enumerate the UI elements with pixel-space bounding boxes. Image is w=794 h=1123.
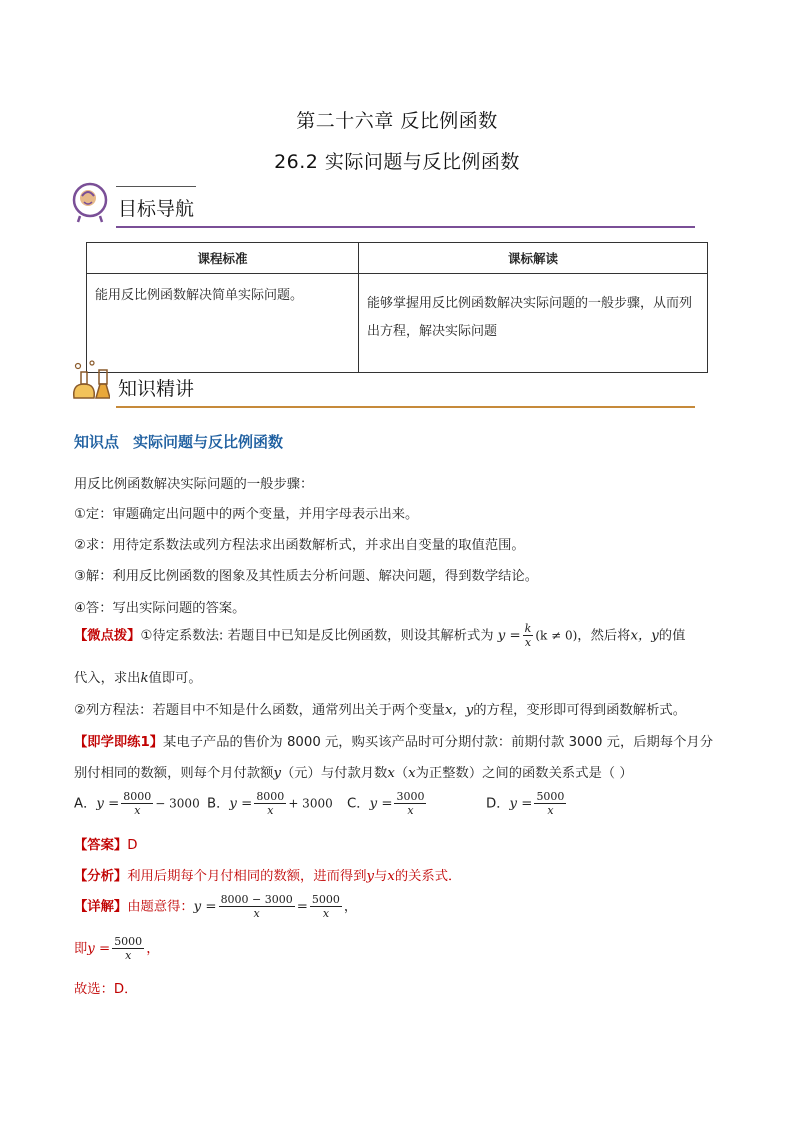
exercise-line-1	[74, 731, 713, 750]
table-cell: 能用反比例函数解决简单实际问题。	[87, 274, 359, 373]
detail-formula: =	[296, 899, 308, 915]
answer-value: D	[127, 838, 138, 853]
fraction-numerator: 3000	[396, 790, 425, 803]
fraction-denominator: x	[267, 804, 274, 817]
option-formula: y =	[96, 796, 120, 812]
table-header-cell: 课程标准	[87, 243, 359, 274]
detail-fraction	[219, 893, 295, 920]
tip-line-2	[74, 667, 202, 686]
ji-formula: y =	[87, 941, 111, 957]
analysis-line	[74, 865, 461, 884]
option-formula: y =	[229, 796, 253, 812]
option-label: B．	[207, 796, 230, 812]
tip-text: 的值	[658, 628, 686, 644]
brain-icon	[70, 180, 110, 224]
section-label-knowledge: 知识精讲	[118, 378, 195, 400]
section-header-knowledge	[70, 368, 695, 408]
step-item: ①定：审题确定出问题中的两个变量，并用字母表示出来。	[74, 507, 419, 522]
detail-tag: 【详解】	[74, 899, 128, 915]
fraction-numerator: 5000	[536, 790, 565, 803]
fraction-denominator: x	[547, 804, 554, 817]
tip-text: 的方程，变形即可得到函数解析式。	[473, 703, 686, 718]
tip-line-3	[74, 699, 686, 718]
section-header-goals	[70, 188, 695, 228]
section-label-goals: 目标导航	[118, 198, 195, 220]
ji-text: 即	[74, 941, 88, 957]
exercise-text: （元）与付款月数	[280, 766, 388, 781]
option-formula: + 3000	[288, 796, 333, 811]
fraction-denominator: x	[322, 907, 330, 920]
detail-fraction	[310, 893, 342, 920]
knowledge-point-heading	[74, 431, 283, 452]
section-rule-knowledge	[116, 406, 695, 408]
detail-text: 由题意得：	[127, 899, 194, 915]
fraction-numerator: 8000	[256, 790, 285, 803]
formula-condition: (k ≠ 0)	[535, 628, 578, 643]
option-label: A．	[74, 796, 97, 812]
exercise-text: 某电子产品的售价为 8000 元，购买该产品时可分期付款：前期付款 3000 元，后期每个月分	[163, 735, 714, 750]
tip-text: ，然后将	[577, 628, 631, 644]
knowledge-title: 实际问题与反比例函数	[133, 433, 284, 451]
intro-text: 用反比例函数解决实际问题的一般步骤：	[74, 477, 314, 492]
choose-line: 故选：D．	[74, 982, 138, 997]
step-item: ④答：写出实际问题的答案。	[74, 601, 246, 616]
step-item: ③解：利用反比例函数的图象及其性质去分析问题、解决问题，得到数学结论。	[74, 569, 539, 584]
exercise-line-2	[74, 762, 633, 781]
fraction-numerator: 8000	[123, 790, 152, 803]
option-formula: y =	[509, 796, 533, 812]
formula-y: y =	[497, 628, 521, 644]
option-label: D．	[486, 796, 510, 812]
option-d	[486, 790, 568, 817]
table-header-row	[87, 243, 708, 274]
table-header-cell: 课标解读	[359, 243, 708, 274]
fraction-denominator: x	[134, 804, 141, 817]
tip-text: ②列方程法：若题目中不知是什么函数，通常列出关于两个变量	[74, 703, 445, 718]
tip-var-k: k	[140, 671, 149, 686]
analysis-var: y	[366, 869, 375, 884]
analysis-tag: 【分析】	[74, 869, 128, 884]
option-b	[207, 790, 333, 817]
exercise-var: x	[408, 766, 416, 781]
fraction-denominator: x	[524, 636, 532, 649]
ji-text: ，	[146, 941, 160, 957]
chapter-title: 第二十六章 反比例函数	[296, 110, 498, 132]
table-row	[87, 274, 708, 373]
exercise-text: （	[394, 766, 409, 781]
flask-icon	[70, 360, 110, 404]
ji-line	[74, 935, 159, 962]
option-formula: − 3000	[155, 796, 200, 811]
option-formula: y =	[369, 796, 393, 812]
tip-line-1	[74, 622, 685, 649]
section-rule-goals	[116, 226, 695, 228]
answer-line	[74, 834, 137, 853]
tip-vars: x，y	[444, 703, 474, 718]
fraction-numerator: 5000	[311, 893, 340, 906]
analysis-var: x	[387, 869, 395, 884]
exercise-text: 为正整数）之间的函数关系式是（ ）	[415, 766, 633, 781]
fraction-denominator: x	[253, 907, 260, 920]
exercise-text: 别付相同的数额，则每个月付款额	[74, 766, 274, 781]
step-item: ②求：用待定系数法或列方程法求出函数解析式，并求出自变量的取值范围。	[74, 538, 525, 553]
analysis-text: 利用后期每个月付相同的数额，进而得到	[127, 869, 367, 884]
option-c	[347, 790, 428, 817]
section-title: 26.2 实际问题与反比例函数	[274, 151, 520, 173]
exercise-var: y	[273, 766, 281, 781]
detail-text: ，	[343, 899, 358, 915]
answer-tag: 【答案】	[74, 838, 128, 853]
analysis-text: 与	[374, 869, 388, 884]
option-fraction	[254, 790, 286, 817]
tip-text: 值即可。	[148, 671, 202, 686]
option-fraction	[394, 790, 426, 817]
tip-tag: 【微点拨】	[74, 628, 141, 644]
fraction-denominator: x	[125, 949, 132, 962]
fraction-numerator: 5000	[114, 935, 143, 948]
formula-fraction	[523, 622, 534, 649]
standards-table	[86, 242, 708, 373]
tip-text: 代入，求出	[74, 671, 141, 686]
option-fraction	[121, 790, 153, 817]
fraction-numerator: k	[524, 622, 532, 635]
fraction-denominator: x	[407, 804, 414, 817]
ji-fraction	[112, 935, 144, 962]
knowledge-tag: 知识点	[74, 433, 120, 451]
analysis-text: 的关系式．	[394, 869, 462, 884]
option-a	[74, 790, 200, 817]
table-cell: 能够掌握用反比例函数解决实际问题的一般步骤，从而列出方程，解决实际问题	[359, 274, 708, 373]
option-fraction	[534, 790, 566, 817]
tip-text: ①待定系数法: 若题目中已知是反比例函数，则设其解析式为	[140, 628, 494, 644]
exercise-tag: 【即学即练1】	[74, 735, 164, 750]
detail-line	[74, 893, 357, 920]
option-label: C．	[347, 796, 370, 812]
detail-formula: y =	[193, 899, 217, 915]
tip-vars: x，y	[630, 628, 659, 644]
fraction-numerator: 8000 − 3000	[220, 893, 293, 906]
exercise-var: x	[387, 766, 395, 781]
